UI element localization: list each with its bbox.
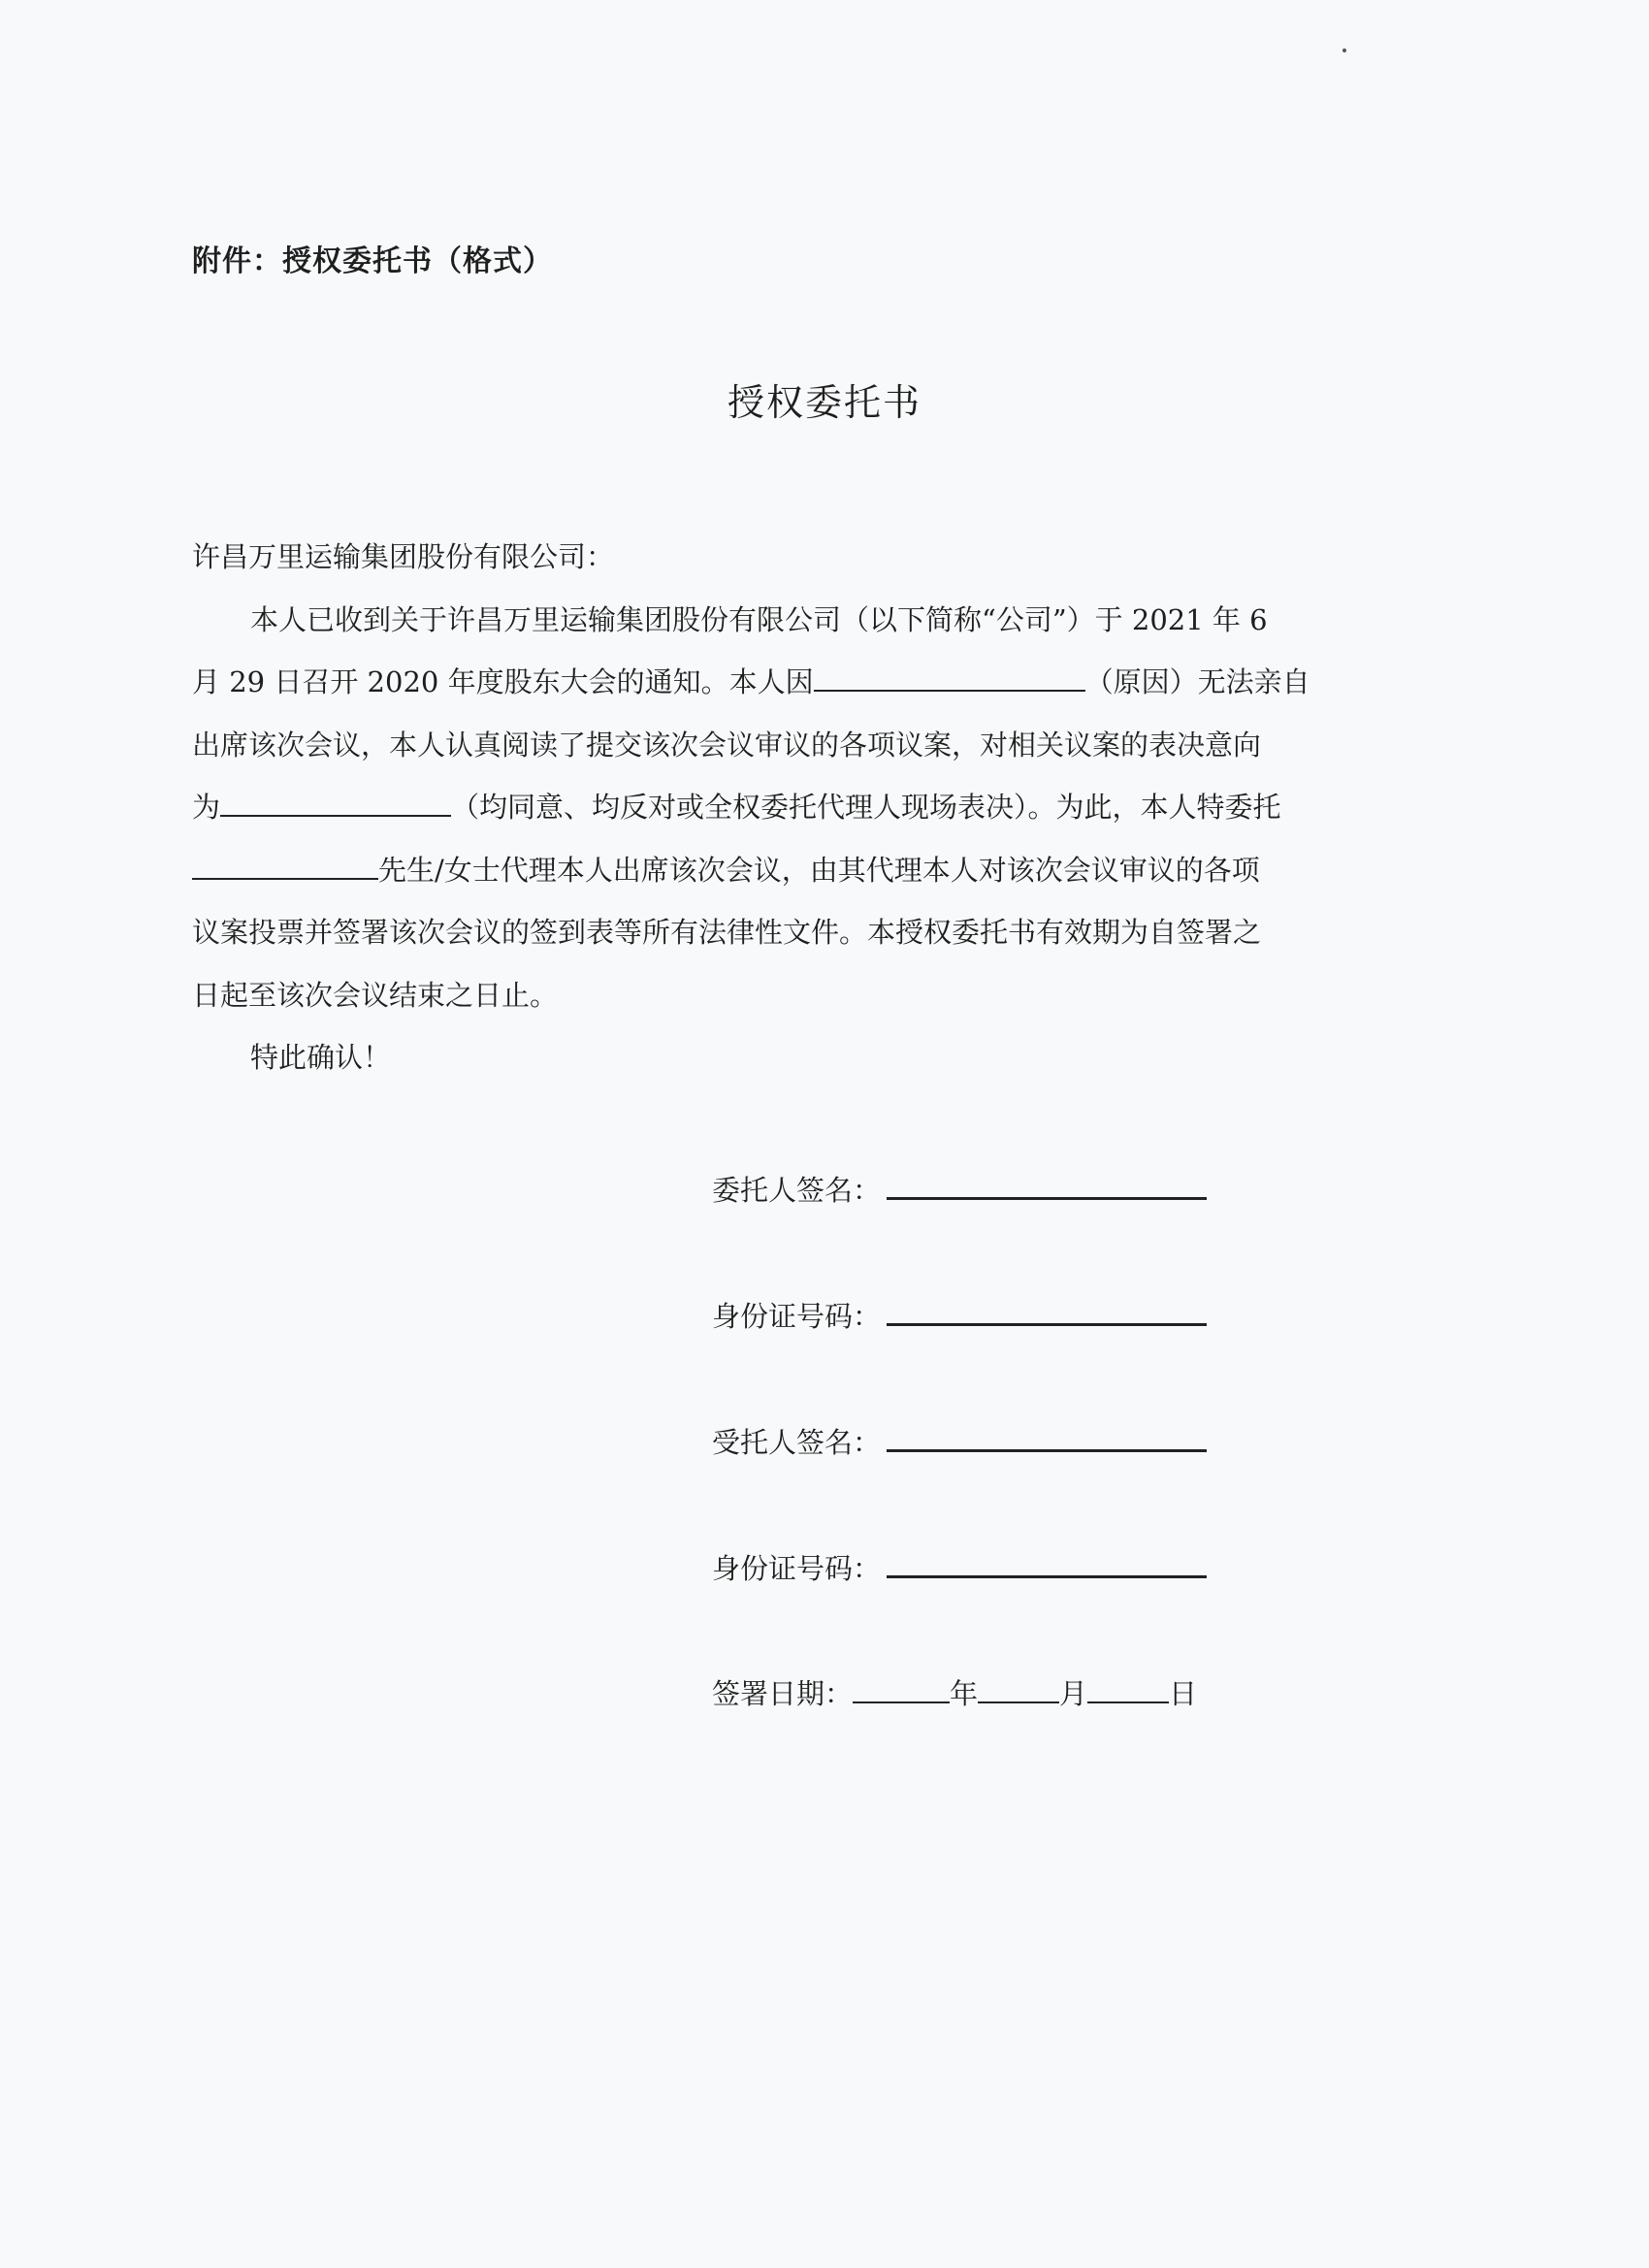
paragraph-line-6: 议案投票并签署该次会议的签到表等所有法律性文件。本授权委托书有效期为自签署之	[192, 916, 1262, 949]
agent-id-row	[712, 1546, 1207, 1587]
day-blank	[1087, 1674, 1169, 1703]
month-label: 月	[1059, 1677, 1088, 1710]
paragraph-line-4-end: （均同意、均反对或全权委托代理人现场表决）。为此，本人特委托	[451, 791, 1281, 824]
principal-signature-line	[887, 1168, 1207, 1200]
signing-date-row	[712, 1672, 1197, 1712]
attachment-heading: 附件：授权委托书（格式）	[192, 244, 553, 278]
year-label: 年	[950, 1677, 979, 1710]
paragraph-line-4	[192, 776, 1424, 839]
day-label: 日	[1169, 1677, 1198, 1710]
agent-id-label: 身份证号码：	[712, 1552, 882, 1585]
confirmation-text: 特此确认！	[250, 1041, 392, 1074]
addressee: 许昌万里运输集团股份有限公司：	[192, 540, 615, 573]
principal-id-line	[887, 1294, 1207, 1326]
year-blank	[853, 1674, 950, 1703]
principal-signature-label: 委托人签名：	[712, 1174, 882, 1207]
principal-id-row	[712, 1294, 1207, 1335]
paragraph-line-2-start: 月 29 日召开 2020 年度股东大会的通知。本人因	[192, 665, 814, 698]
paragraph-line-2-end: （原因）无法亲自	[1084, 665, 1310, 698]
voting-intention-blank	[220, 788, 451, 817]
paragraph-line-1: 本人已收到关于许昌万里运输集团股份有限公司（以下简称“公司”）于 2021 年 6	[250, 602, 1268, 636]
month-blank	[978, 1674, 1059, 1703]
reason-blank	[814, 663, 1085, 692]
agent-signature-label: 受托人签名：	[712, 1426, 882, 1459]
principal-signature-row	[712, 1168, 1207, 1209]
paragraph-line-5-text: 先生/女士代理本人出席该次会议，由其代理本人对该次会议审议的各项	[378, 853, 1260, 887]
agent-signature-row	[712, 1420, 1207, 1461]
signing-date-label: 签署日期：	[712, 1677, 854, 1710]
agent-name-blank	[192, 851, 378, 880]
document-body	[192, 526, 1424, 1089]
document-title: 授权委托书	[727, 381, 922, 424]
agent-signature-line	[887, 1420, 1207, 1452]
principal-id-label: 身份证号码：	[712, 1300, 882, 1333]
paragraph-line-5	[192, 839, 1424, 902]
scan-speck	[1342, 49, 1346, 52]
paragraph-line-4-start: 为	[192, 791, 221, 824]
paragraph-line-2	[192, 651, 1424, 714]
paragraph-line-3: 出席该次会议，本人认真阅读了提交该次会议审议的各项议案，对相关议案的表决意向	[192, 728, 1262, 761]
paragraph-line-7: 日起至该次会议结束之日止。	[192, 978, 559, 1012]
agent-id-line	[887, 1546, 1207, 1578]
